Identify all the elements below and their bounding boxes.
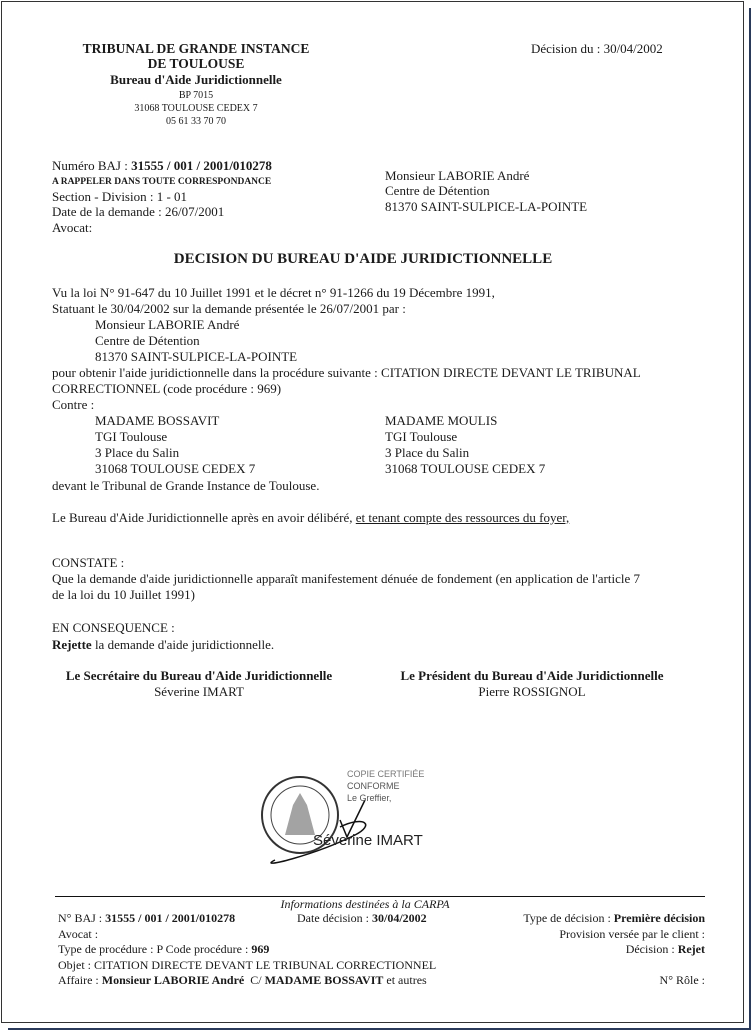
decision-date: Décision du : 30/04/2002 — [531, 41, 663, 56]
applicant-name: Monsieur LABORIE André — [95, 317, 240, 332]
recipient-line3: 81370 SAINT-SULPICE-LA-POINTE — [385, 199, 588, 214]
president-title: Le Président du Bureau d'Aide Juridictionnelle — [400, 668, 664, 683]
party2-line3: 3 Place du Salin — [385, 445, 470, 460]
party2-line4: 31068 TOULOUSE CEDEX 7 — [385, 461, 546, 476]
carpa-date: Date décision : 30/04/2002 — [297, 911, 427, 925]
svg-text:Séverine IMART: Séverine IMART — [313, 832, 423, 849]
rejection: Rejette la demande d'aide juridictionnelle. — [52, 637, 275, 652]
carpa-decision: Décision : Rejet — [625, 942, 705, 956]
section-division: Section - Division : 1 - 01 — [52, 189, 188, 204]
bureau-postal: 31068 TOULOUSE CEDEX 7 — [134, 103, 258, 114]
lawyer-label: Avocat: — [52, 220, 93, 235]
party2-line2: TGI Toulouse — [385, 429, 458, 444]
carpa-lawyer: Avocat : — [58, 927, 99, 941]
recipient-name: Monsieur LABORIE André — [385, 168, 530, 183]
findings-line2: de la loi du 10 Juillet 1991) — [52, 587, 195, 602]
party1-name: MADAME BOSSAVIT — [95, 413, 220, 428]
recall-note: A RAPPELER DANS TOUTE CORRESPONDANCE — [52, 177, 272, 187]
carpa-decision-type: Type de décision : Première décision — [523, 911, 705, 925]
request-date: Date de la demande : 26/07/2001 — [52, 204, 225, 219]
secretary-title: Le Secrétaire du Bureau d'Aide Juridictionnelle — [65, 668, 333, 683]
svg-text:Le Greffier,: Le Greffier, — [347, 793, 392, 803]
party2-name: MADAME MOULIS — [385, 413, 498, 428]
applicant-line3: 81370 SAINT-SULPICE-LA-POINTE — [95, 349, 298, 364]
carpa-heading: Informations destinées à la CARPA — [280, 897, 450, 911]
party1-line4: 31068 TOULOUSE CEDEX 7 — [95, 461, 256, 476]
page-title: DECISION DU BUREAU D'AIDE JURIDICTIONNELLE — [173, 251, 553, 267]
deliberation: Le Bureau d'Aide Juridictionnelle après en avoir délibéré, et tenant compte des ressources du foyer, — [52, 510, 570, 525]
carpa-procedure: Type de procédure : P Code procédure : 969 — [58, 942, 270, 956]
carpa-provision: Provision versée par le client : — [559, 927, 705, 941]
consequence-heading: EN CONSEQUENCE : — [52, 620, 175, 635]
court-seal-icon — [255, 765, 455, 875]
legal-basis: Vu la loi N° 91-647 du 10 Juillet 1991 et le décret n° 91-1266 du 19 Décembre 1991, — [52, 285, 495, 300]
court-city: DE TOULOUSE — [147, 56, 245, 71]
baj-number: Numéro BAJ : 31555 / 001 / 2001/010278 — [52, 158, 272, 173]
against-label: Contre : — [52, 397, 95, 412]
svg-text:COPIE CERTIFIÉE: COPIE CERTIFIÉE — [347, 769, 425, 779]
procedure-line2: CORRECTIONNEL (code procédure : 969) — [52, 381, 282, 396]
applicant-line2: Centre de Détention — [95, 333, 200, 348]
president-name: Pierre ROSSIGNOL — [478, 684, 586, 699]
court-name: TRIBUNAL DE GRANDE INSTANCE — [82, 41, 310, 56]
findings-heading: CONSTATE : — [52, 555, 125, 570]
secretary-name: Séverine IMART — [154, 684, 244, 699]
ruling-date: Statuant le 30/04/2002 sur la demande présentée le 26/07/2001 par : — [52, 301, 406, 316]
party1-line3: 3 Place du Salin — [95, 445, 180, 460]
court-line: devant le Tribunal de Grande Instance de Toulouse. — [52, 478, 320, 493]
carpa-role: N° Rôle : — [659, 973, 705, 987]
recipient-line2: Centre de Détention — [385, 183, 490, 198]
carpa-baj: N° BAJ : 31555 / 001 / 2001/010278 — [58, 911, 236, 925]
party1-line2: TGI Toulouse — [95, 429, 168, 444]
bureau-name: Bureau d'Aide Juridictionnelle — [110, 72, 282, 87]
carpa-object: Objet : CITATION DIRECTE DEVANT LE TRIBUNAL CORRECTIONNEL — [58, 958, 437, 972]
bureau-bp: BP 7015 — [178, 90, 214, 101]
procedure-line1: pour obtenir l'aide juridictionnelle dans la procédure suivante : CITATION DIRECTE DEVANT LE TRIBUNAL — [52, 365, 641, 380]
svg-text:CONFORME: CONFORME — [347, 781, 400, 791]
carpa-case: Affaire : Monsieur LABORIE André C/ MADAME BOSSAVIT et autres — [58, 973, 427, 987]
bureau-phone: 05 61 33 70 70 — [166, 116, 226, 127]
findings-line1: Que la demande d'aide juridictionnelle apparaît manifestement dénuée de fondement (en application de l'article 7 — [52, 571, 640, 586]
certification-stamp — [255, 765, 455, 879]
